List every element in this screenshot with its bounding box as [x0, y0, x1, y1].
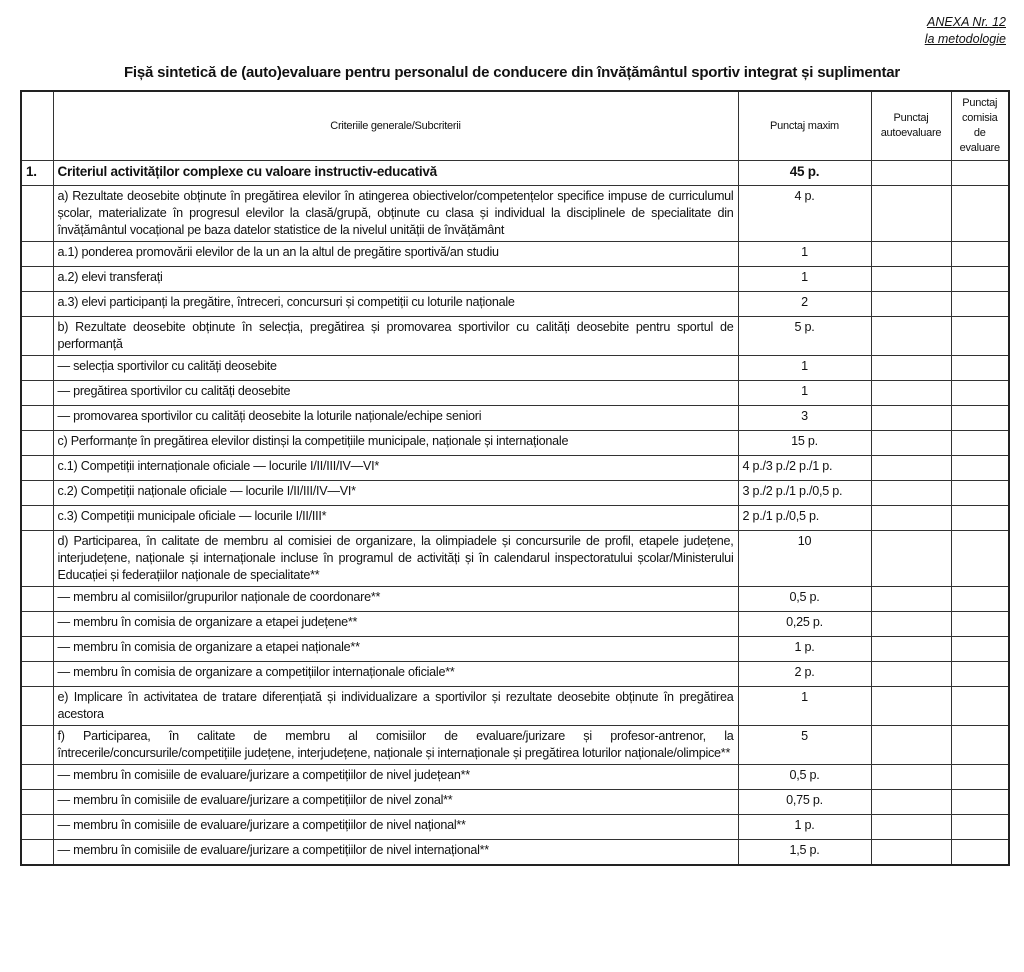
self-score-cell[interactable] [871, 431, 951, 456]
row-number [21, 815, 53, 840]
row-number [21, 267, 53, 292]
criterion-text: — membru în comisiile de evaluare/jurizare a competițiilor de nivel județean** [53, 765, 738, 790]
criterion-text: — membru în comisia de organizare a etapei naționale** [53, 637, 738, 662]
self-score-cell[interactable] [871, 765, 951, 790]
table-row [21, 186, 1009, 242]
criterion-text: c.1) Competiții internaționale oficiale — locurile I/II/III/IV—VI* [53, 456, 738, 481]
criterion-text: — membru în comisia de organizare a etapei județene** [53, 612, 738, 637]
max-score: 0,75 p. [738, 790, 871, 815]
max-score: 10 [738, 531, 871, 587]
self-score-cell[interactable] [871, 815, 951, 840]
row-number [21, 406, 53, 431]
row-number [21, 687, 53, 726]
table-row [21, 662, 1009, 687]
committee-score-cell[interactable] [951, 790, 1009, 815]
table-row [21, 840, 1009, 866]
header-self-score: Punctaj autoevaluare [871, 91, 951, 161]
table-row [21, 587, 1009, 612]
max-score: 2 p. [738, 662, 871, 687]
committee-score-cell[interactable] [951, 587, 1009, 612]
table-row [21, 267, 1009, 292]
row-number [21, 317, 53, 356]
row-number [21, 431, 53, 456]
self-score-cell[interactable] [871, 481, 951, 506]
table-row [21, 637, 1009, 662]
table-row [21, 161, 1009, 186]
header-criteria: Criteriile generale/Subcriterii [53, 91, 738, 161]
table-row [21, 242, 1009, 267]
max-score: 1 [738, 356, 871, 381]
max-score: 5 [738, 726, 871, 765]
table-row [21, 531, 1009, 587]
criterion-text: b) Rezultate deosebite obținute în selecția, pregătirea și promovarea sportivilor cu calități deosebite pentru sportul de performanță [53, 317, 738, 356]
table-row [21, 456, 1009, 481]
committee-score-cell[interactable] [951, 317, 1009, 356]
criterion-text: — promovarea sportivilor cu calități deosebite la loturile naționale/echipe seniori [53, 406, 738, 431]
max-score: 0,5 p. [738, 587, 871, 612]
self-score-cell[interactable] [871, 790, 951, 815]
max-score: 1 p. [738, 637, 871, 662]
table-row [21, 431, 1009, 456]
row-number [21, 726, 53, 765]
criterion-text: c.3) Competiții municipale oficiale — locurile I/II/III* [53, 506, 738, 531]
committee-score-cell[interactable] [951, 242, 1009, 267]
self-score-cell[interactable] [871, 531, 951, 587]
row-number [21, 662, 53, 687]
self-score-cell[interactable] [871, 587, 951, 612]
self-score-cell[interactable] [871, 726, 951, 765]
row-number [21, 481, 53, 506]
committee-score-cell[interactable] [951, 406, 1009, 431]
criterion-text: — membru în comisiile de evaluare/jurizare a competițiilor de nivel internațional** [53, 840, 738, 866]
criterion-text: e) Implicare în activitatea de tratare diferențiată și individualizare a sportivilor și rezultate deosebite obținute în pregătirea acestora [53, 687, 738, 726]
criterion-text: a.3) elevi participanți la pregătire, întreceri, concursuri și competiții cu loturile naționale [53, 292, 738, 317]
committee-score-cell[interactable] [951, 381, 1009, 406]
annex-subtitle: la metodologie [924, 32, 1006, 46]
row-number [21, 531, 53, 587]
self-score-cell[interactable] [871, 840, 951, 866]
committee-score-cell[interactable] [951, 531, 1009, 587]
self-score-cell[interactable] [871, 506, 951, 531]
self-score-cell[interactable] [871, 186, 951, 242]
self-score-cell[interactable] [871, 267, 951, 292]
max-score: 2 [738, 292, 871, 317]
header-max-score: Punctaj maxim [738, 91, 871, 161]
table-row [21, 506, 1009, 531]
max-score: 1 [738, 267, 871, 292]
table-row [21, 726, 1009, 765]
committee-score-cell[interactable] [951, 292, 1009, 317]
row-number [21, 840, 53, 866]
table-row [21, 687, 1009, 726]
row-number [21, 186, 53, 242]
self-score-cell[interactable] [871, 292, 951, 317]
row-number [21, 356, 53, 381]
committee-score-cell[interactable] [951, 726, 1009, 765]
row-number [21, 506, 53, 531]
max-score: 3 p./2 p./1 p./0,5 p. [738, 481, 871, 506]
self-score-cell[interactable] [871, 662, 951, 687]
table-row [21, 815, 1009, 840]
committee-score-cell[interactable] [951, 186, 1009, 242]
max-score: 1,5 p. [738, 840, 871, 866]
criterion-text: — membru în comisiile de evaluare/jurizare a competițiilor de nivel zonal** [53, 790, 738, 815]
table-row [21, 481, 1009, 506]
criterion-text: — pregătirea sportivilor cu calități deosebite [53, 381, 738, 406]
row-number [21, 790, 53, 815]
table-row [21, 317, 1009, 356]
committee-score-cell[interactable] [951, 637, 1009, 662]
row-number [21, 292, 53, 317]
annex-number: ANEXA Nr. 12 [927, 15, 1006, 29]
annex-reference [925, 14, 1006, 48]
table-row [21, 381, 1009, 406]
max-score: 0,25 p. [738, 612, 871, 637]
criterion-text: — membru al comisiilor/grupurilor naționale de coordonare** [53, 587, 738, 612]
table-header-row [21, 91, 1009, 161]
max-score: 2 p./1 p./0,5 p. [738, 506, 871, 531]
self-score-cell[interactable] [871, 242, 951, 267]
max-score: 4 p./3 p./2 p./1 p. [738, 456, 871, 481]
row-number [21, 612, 53, 637]
row-number [21, 242, 53, 267]
self-score-cell[interactable] [871, 161, 951, 186]
self-score-cell[interactable] [871, 612, 951, 637]
criterion-text: — membru în comisiile de evaluare/jurizare a competițiilor de nivel național** [53, 815, 738, 840]
criterion-text: Criteriul activităților complexe cu valoare instructiv-educativă [53, 161, 738, 186]
header-number [21, 91, 53, 161]
committee-score-cell[interactable] [951, 765, 1009, 790]
max-score: 1 [738, 687, 871, 726]
criterion-text: — membru în comisia de organizare a competițiilor internaționale oficiale** [53, 662, 738, 687]
self-score-cell[interactable] [871, 687, 951, 726]
table-row [21, 765, 1009, 790]
max-score: 15 p. [738, 431, 871, 456]
committee-score-cell[interactable] [951, 612, 1009, 637]
criterion-text: f) Participarea, în calitate de membru al comisiilor de evaluare/jurizare și profesor-antrenor, la întrecerile/concursurile/competițiile județene, interjudețene, naționale și internaționale și pregătirea loturilor naționale/olimpice** [53, 726, 738, 765]
row-number [21, 456, 53, 481]
row-number [21, 587, 53, 612]
committee-score-cell[interactable] [951, 431, 1009, 456]
table-row [21, 292, 1009, 317]
committee-score-cell[interactable] [951, 161, 1009, 186]
max-score: 45 p. [738, 161, 871, 186]
max-score: 0,5 p. [738, 765, 871, 790]
max-score: 3 [738, 406, 871, 431]
committee-score-cell[interactable] [951, 687, 1009, 726]
criterion-text: c.2) Competiții naționale oficiale — locurile I/II/III/IV—VI* [53, 481, 738, 506]
table-row [21, 612, 1009, 637]
max-score: 1 p. [738, 815, 871, 840]
committee-score-cell[interactable] [951, 506, 1009, 531]
self-score-cell[interactable] [871, 317, 951, 356]
table-row [21, 406, 1009, 431]
max-score: 1 [738, 242, 871, 267]
table-row [21, 790, 1009, 815]
max-score: 4 p. [738, 186, 871, 242]
table-row [21, 356, 1009, 381]
self-score-cell[interactable] [871, 637, 951, 662]
criterion-text: a) Rezultate deosebite obținute în pregătirea elevilor în atingerea obiectivelor/competențelor specifice impuse de curriculumul școlar, materializate în progresul elevilor la clasă/grupă, obținute cu clasa și individual la disciplinele de specialitate din învățământul vocațional pe baza datelor statistice de la nivelul unității de învățământ [53, 186, 738, 242]
committee-score-cell[interactable] [951, 356, 1009, 381]
row-number [21, 765, 53, 790]
committee-score-cell[interactable] [951, 815, 1009, 840]
committee-score-cell[interactable] [951, 662, 1009, 687]
criterion-text: c) Performanțe în pregătirea elevilor distinși la competițiile municipale, naționale și internaționale [53, 431, 738, 456]
self-score-cell[interactable] [871, 381, 951, 406]
row-number: 1. [21, 161, 53, 186]
max-score: 1 [738, 381, 871, 406]
evaluation-table [20, 90, 1010, 866]
row-number [21, 381, 53, 406]
committee-score-cell[interactable] [951, 840, 1009, 866]
criterion-text: — selecția sportivilor cu calități deosebite [53, 356, 738, 381]
row-number [21, 637, 53, 662]
committee-score-cell[interactable] [951, 481, 1009, 506]
criterion-text: d) Participarea, în calitate de membru al comisiei de organizare, la olimpiadele și concursurile de profil, etapele județene, interjudețene, naționale și internaționale incluse în programul de activități și în calendarul inspectoratului școlar/Ministerului Educației și federațiilor naționale de specialitate** [53, 531, 738, 587]
committee-score-cell[interactable] [951, 267, 1009, 292]
criterion-text: a.1) ponderea promovării elevilor de la un an la altul de pregătire sportivă/an studiu [53, 242, 738, 267]
page-title: Fișă sintetică de (auto)evaluare pentru personalul de conducere din învățământul sportiv integrat și suplimentar [123, 64, 901, 81]
max-score: 5 p. [738, 317, 871, 356]
criterion-text: a.2) elevi transferați [53, 267, 738, 292]
committee-score-cell[interactable] [951, 456, 1009, 481]
self-score-cell[interactable] [871, 456, 951, 481]
self-score-cell[interactable] [871, 356, 951, 381]
self-score-cell[interactable] [871, 406, 951, 431]
header-committee-score: Punctaj comisia de evaluare [951, 91, 1009, 161]
